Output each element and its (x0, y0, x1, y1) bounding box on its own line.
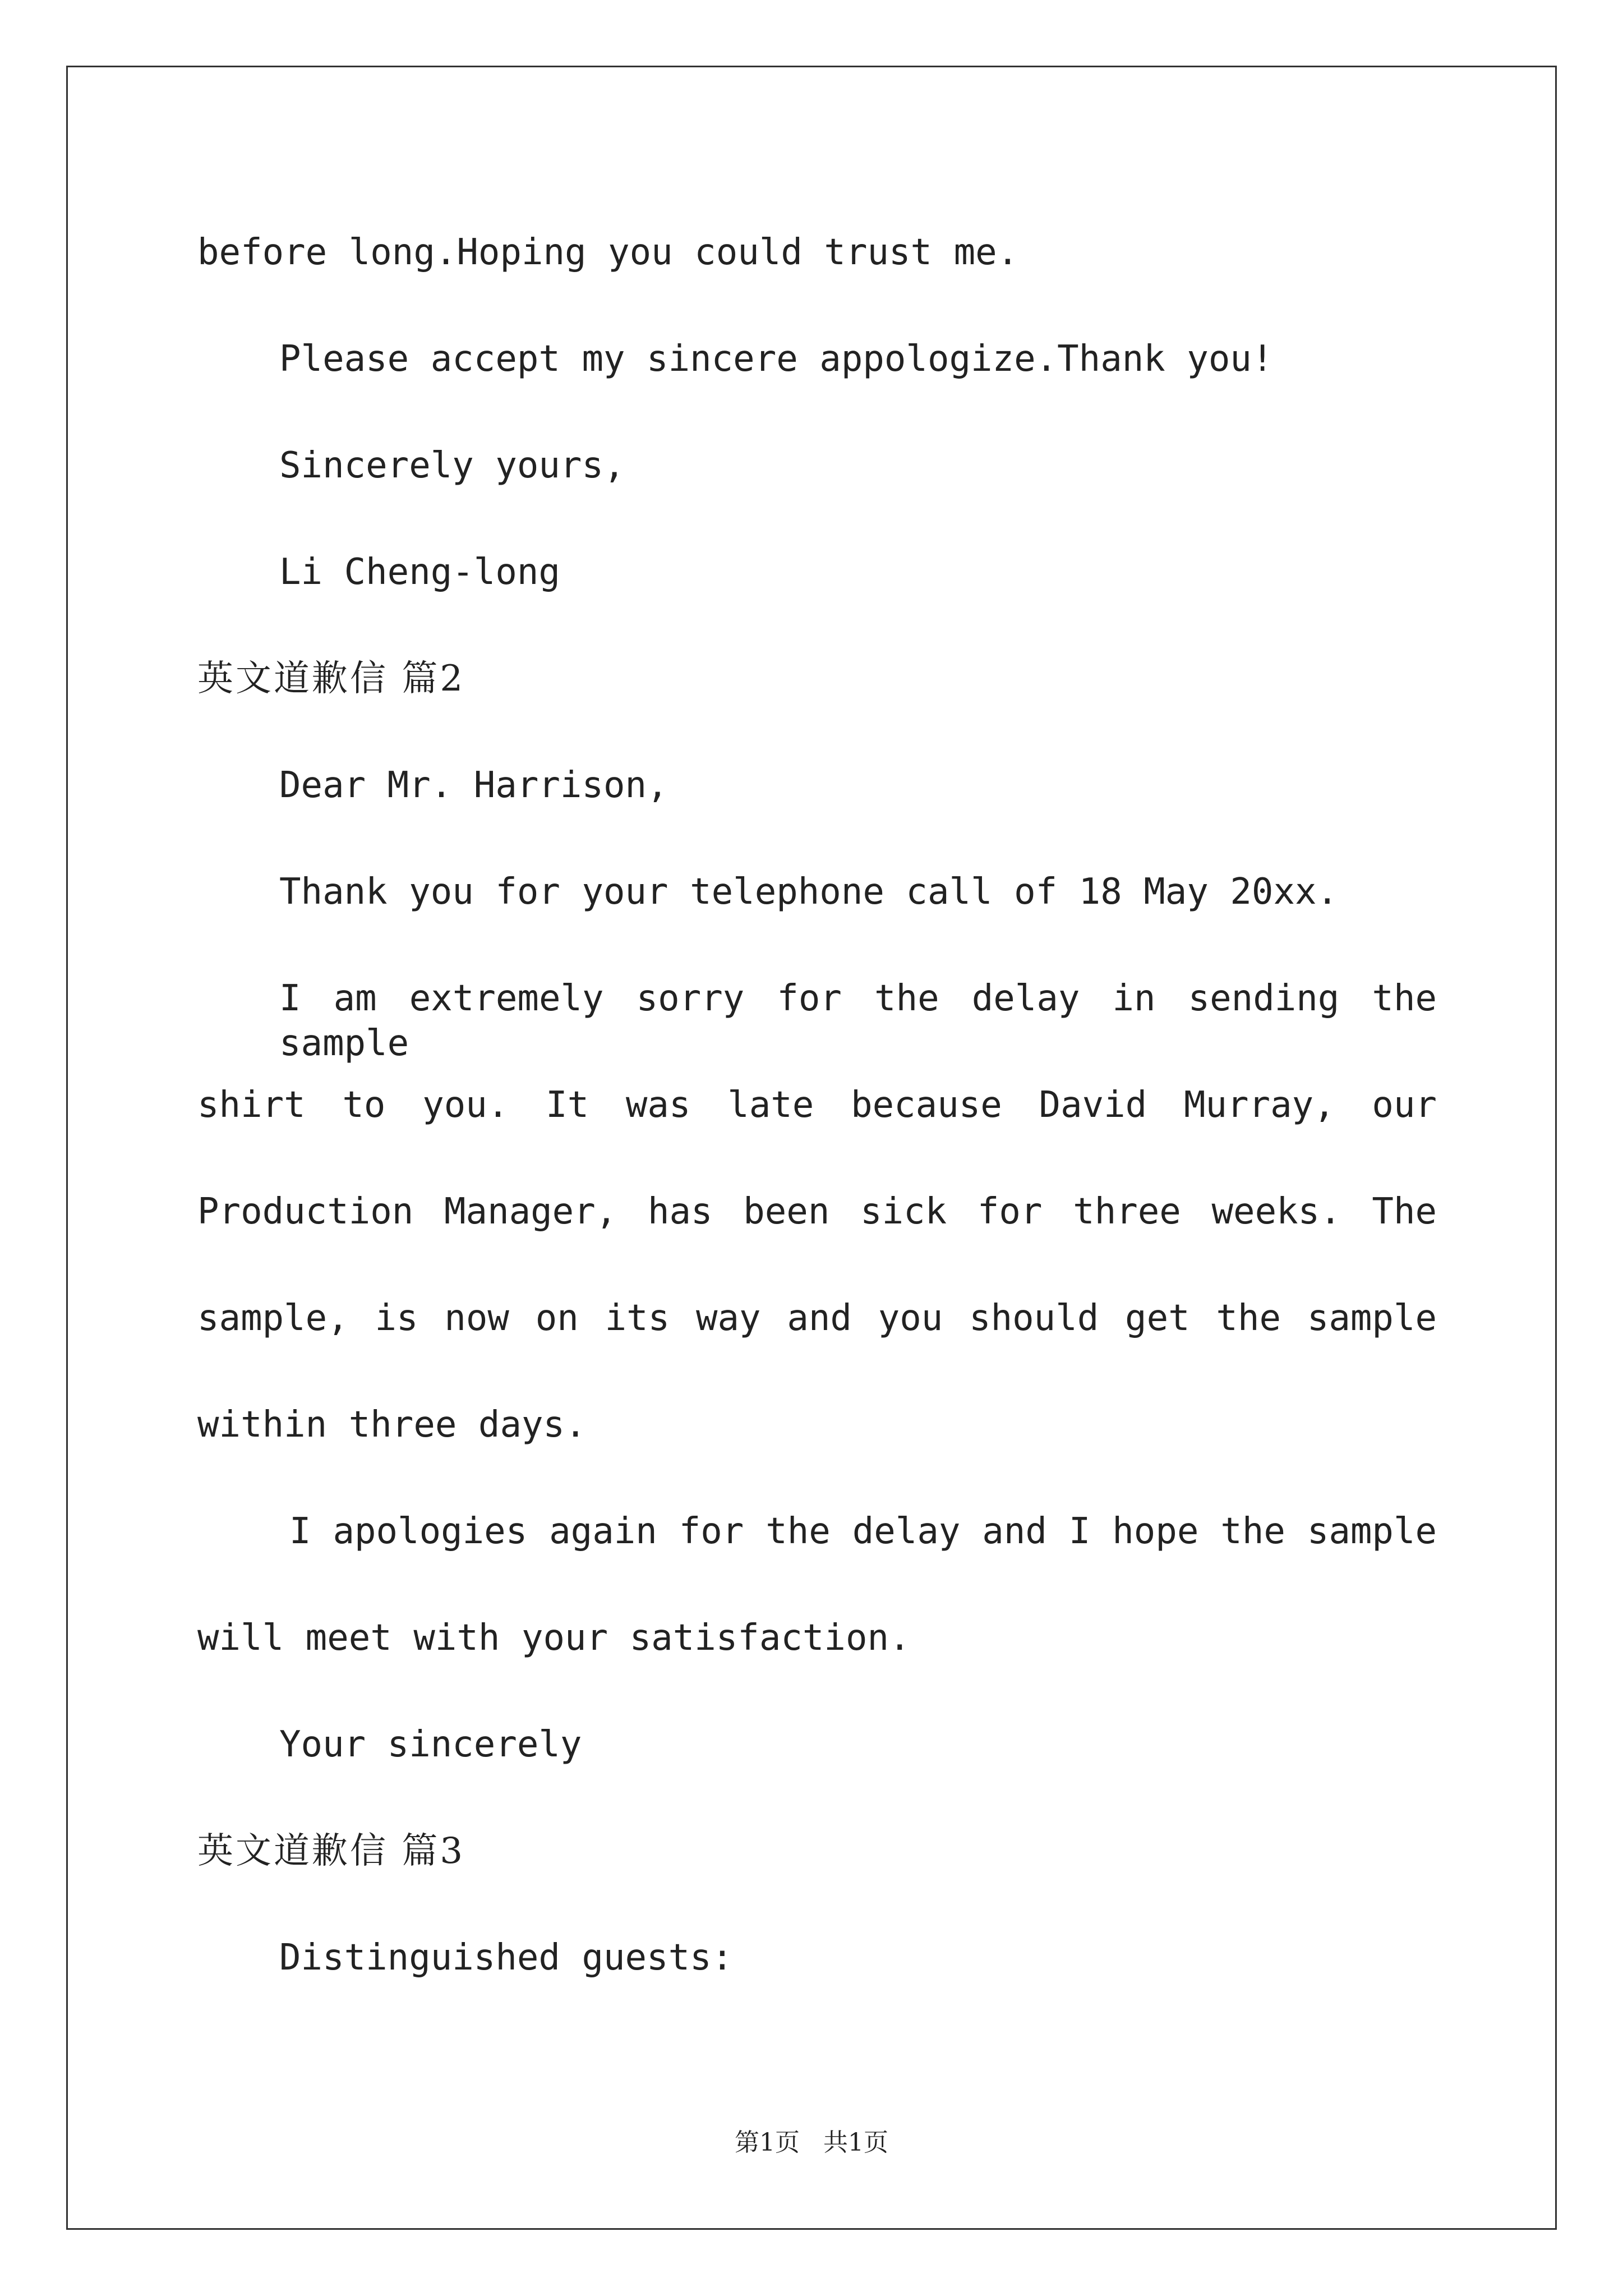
text-line: sample, is now on its way and you should get the sample (197, 1297, 1437, 1339)
text-line: I am extremely sorry for the delay in sending the sample (279, 978, 1437, 1064)
text-line: within three days. (197, 1404, 587, 1446)
salutation-line: Distinguished guests: (279, 1937, 734, 1978)
text-line: Production Manager, has been sick for three weeks. The (197, 1191, 1437, 1232)
text-line: shirt to you. It was late because David Murray, our (197, 1084, 1437, 1126)
page-number-footer: 第1页 共1页 (735, 2128, 888, 2157)
salutation-line: Dear Mr. Harrison, (279, 765, 668, 806)
text-line: will meet with your satisfaction. (197, 1617, 911, 1659)
page-border (66, 66, 1557, 2230)
text-line: Please accept my sincere appologize.Thank you! (279, 338, 1274, 380)
text-line: before long.Hoping you could trust me. (197, 232, 1019, 273)
signature-line: Li Cheng-long (279, 551, 560, 593)
section-heading: 英文道歉信 篇2 (197, 658, 465, 700)
text-line: Thank you for your telephone call of 18 May 20xx. (279, 871, 1339, 913)
section-heading: 英文道歉信 篇3 (197, 1830, 465, 1872)
text-line: I apologies again for the delay and I hope the sample (289, 1511, 1437, 1552)
closing-line: Sincerely yours, (279, 445, 625, 486)
closing-line: Your sincerely (279, 1724, 582, 1765)
